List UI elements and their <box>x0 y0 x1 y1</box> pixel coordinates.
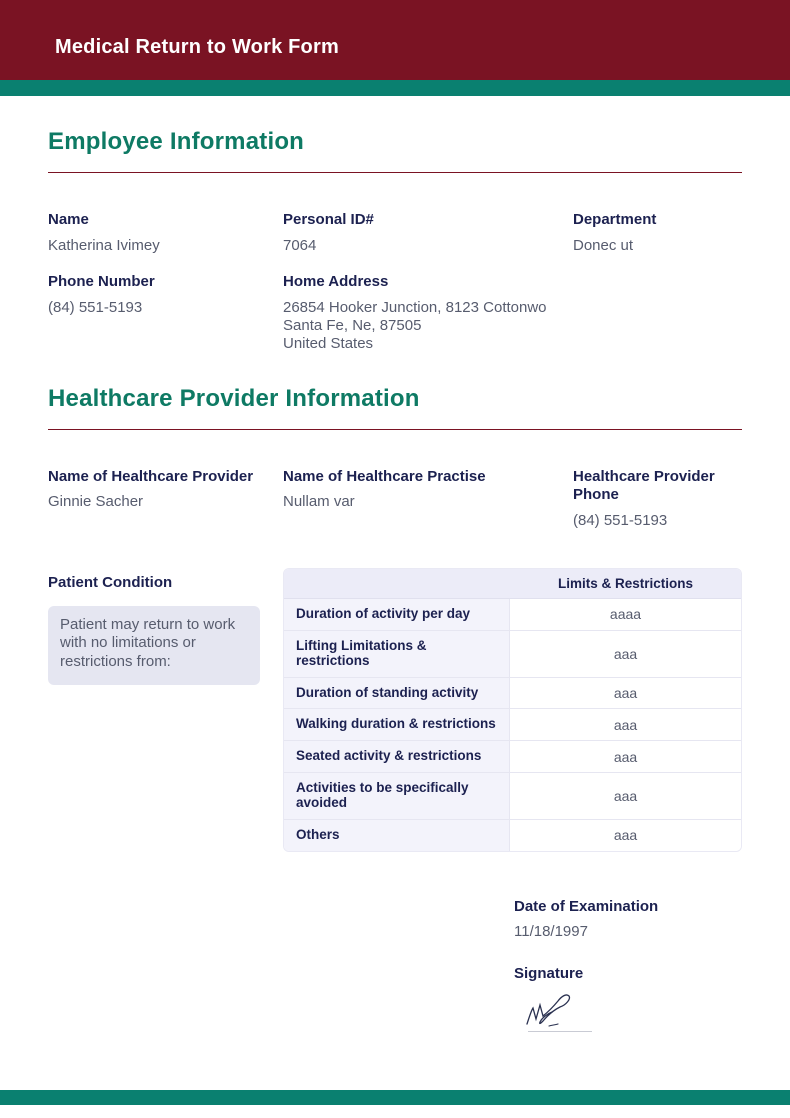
field-practise-name <box>283 468 573 531</box>
row-value: aaa <box>510 678 741 709</box>
header-accent-bar <box>0 80 790 96</box>
form-content <box>0 128 790 1032</box>
restrictions-header-spacer <box>284 569 510 598</box>
row-value: aaa <box>510 631 741 677</box>
row-value: aaa <box>510 820 741 851</box>
row-label: Duration of standing activity <box>284 678 510 709</box>
signature-scribble-icon <box>522 991 584 1031</box>
field-name-label: Name <box>48 211 89 228</box>
exam-date-label: Date of Examination <box>514 897 659 915</box>
row-value: aaa <box>510 709 741 740</box>
row-value: aaaa <box>510 599 741 630</box>
field-practise-name-label: Name of Healthcare Practise <box>283 467 486 485</box>
row-label: Seated activity & restrictions <box>284 741 510 772</box>
field-phone-value: (84) 551-5193 <box>48 298 143 316</box>
patient-condition-note: Patient may return to work with no limitations or restrictions from: <box>48 606 260 685</box>
field-provider-phone-label: Healthcare Provider Phone <box>573 467 715 504</box>
field-name-value: Katherina Ivimey <box>48 236 160 254</box>
table-row <box>284 631 741 678</box>
field-phone-label: Phone Number <box>48 272 155 290</box>
field-home-address-line2: Santa Fe, Ne, 87505 <box>283 316 422 334</box>
table-row <box>284 678 741 710</box>
field-phone <box>48 273 283 353</box>
restrictions-table <box>283 568 742 852</box>
table-row <box>284 599 741 631</box>
row-label: Lifting Limitations & restrictions <box>284 631 510 677</box>
field-name <box>48 211 283 255</box>
field-provider-name-value: Ginnie Sacher <box>48 493 144 511</box>
patient-condition-label: Patient Condition <box>48 574 173 591</box>
employee-fields <box>48 211 742 353</box>
row-value: aaa <box>510 741 741 772</box>
form-title: Medical Return to Work Form <box>55 35 339 58</box>
row-label: Activities to be specifically avoided <box>284 773 510 819</box>
field-personal-id-label: Personal ID# <box>283 211 374 228</box>
table-row <box>284 741 741 773</box>
field-practise-name-value: Nullam var <box>283 493 355 511</box>
field-personal-id-value: 7064 <box>283 236 317 254</box>
provider-section-divider <box>48 429 742 430</box>
field-provider-phone-value: (84) 551-5193 <box>573 512 668 529</box>
table-row <box>284 820 741 851</box>
row-value: aaa <box>510 773 741 819</box>
field-department-value: Donec ut <box>573 236 634 254</box>
restrictions-table-header <box>284 569 741 599</box>
row-label: Others <box>284 820 510 851</box>
table-row <box>284 709 741 741</box>
field-provider-phone <box>573 468 742 531</box>
patient-condition <box>48 574 283 685</box>
signature-line <box>528 1031 592 1032</box>
row-label: Duration of activity per day <box>284 599 510 630</box>
provider-section-title: Healthcare Provider Information <box>48 384 420 412</box>
examination-block <box>514 898 742 1033</box>
field-provider-name-label: Name of Healthcare Provider <box>48 467 254 485</box>
employee-section-divider <box>48 172 742 173</box>
field-provider-name <box>48 468 283 531</box>
form-header <box>0 0 790 80</box>
field-department-label: Department <box>573 211 657 228</box>
field-home-address-line3: United States <box>283 334 374 352</box>
field-home-address-line1: 26854 Hooker Junction, 8123 Cottonwo <box>283 298 547 316</box>
footer-accent-bar <box>0 1090 790 1105</box>
exam-date-value: 11/18/1997 <box>514 923 588 941</box>
signature-area <box>514 991 742 1032</box>
employee-section-title: Employee Information <box>48 128 305 155</box>
row-label: Walking duration & restrictions <box>284 709 510 740</box>
grid-spacer <box>573 273 742 353</box>
field-home-address <box>283 273 573 353</box>
signature-label: Signature <box>514 965 584 983</box>
field-department <box>573 211 742 255</box>
field-home-address-label: Home Address <box>283 272 389 290</box>
condition-and-restrictions <box>48 574 742 852</box>
restrictions-header-label: Limits & Restrictions <box>557 576 694 591</box>
field-personal-id <box>283 211 573 255</box>
table-row <box>284 773 741 820</box>
provider-fields <box>48 468 742 531</box>
